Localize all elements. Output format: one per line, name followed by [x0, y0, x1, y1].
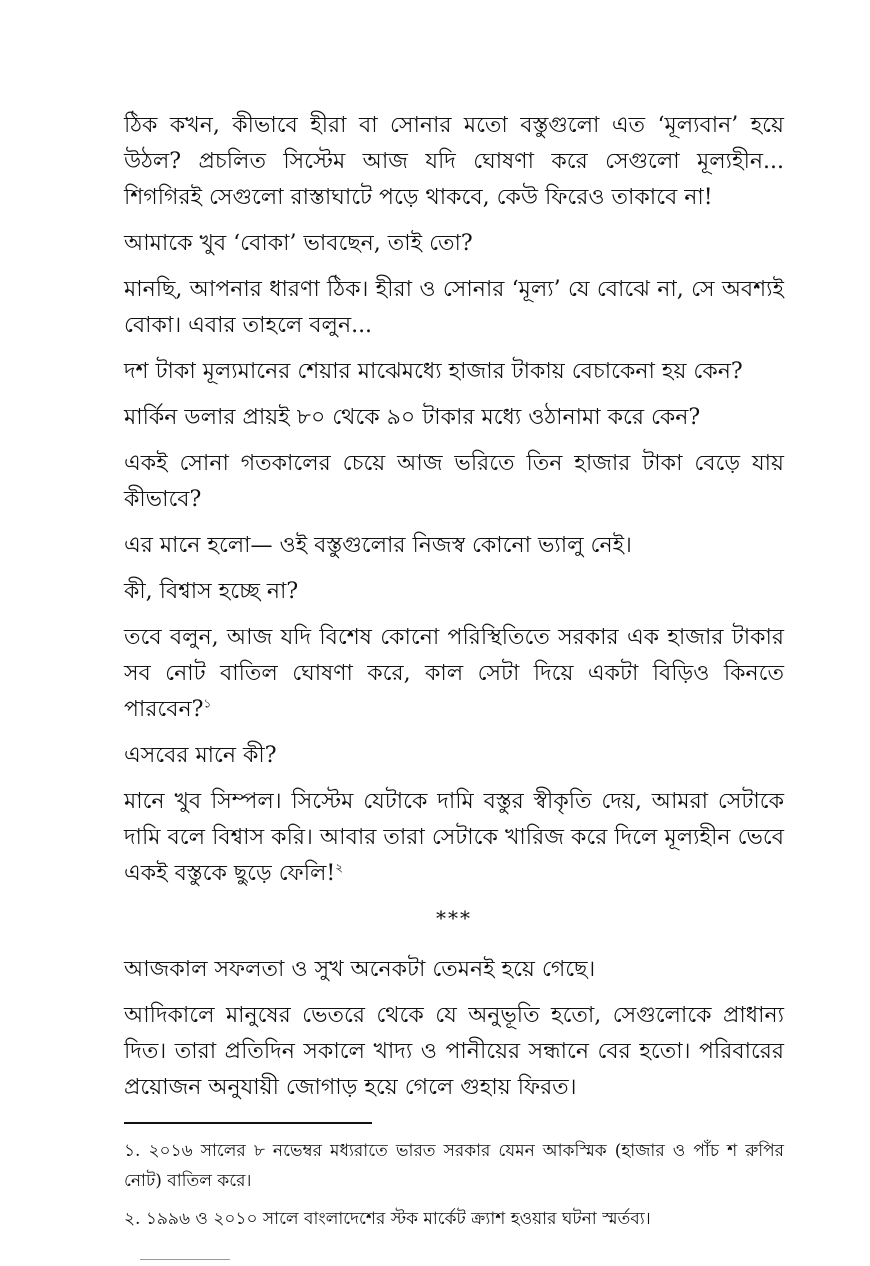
paragraph-gold-price: একই সোনা গতকালের চেয়ে আজ ভরিতে তিন হাজার টাকা বেড়ে যায় কীভাবে? — [124, 451, 784, 512]
footnote-ref-1[interactable]: ১ — [203, 696, 212, 711]
paragraph-agree: মানছি, আপনার ধারণা ঠিক। হীরা ও সোনার ‘মূল্য’ যে বোঝে না, সে অবশ্যই বোকা। এবার তাহলে বলুন... — [124, 277, 784, 338]
paragraph-system-text: মানে খুব সিম্পল। সিস্টেম যেটাকে দামি বস্তুর স্বীকৃতি দেয়, আমরা সেটাকে দামি বলে বিশ্বাস করি। আবার তারা সেটাকে খারিজ করে দিলে মূল্যহীন ভেবে একই বস্তুকে ছুড়ে ফেলি! — [124, 789, 784, 886]
footnote-1: ১. ২০১৬ সালের ৮ নভেম্বর মধ্যরাতে ভারত সরকার যেমন আকস্মিক (হাজার ও পাঁচ শ রুপির নোট) বাতিল করে। — [124, 1141, 784, 1191]
paragraph-share-price: দশ টাকা মূল্যমানের শেয়ার মাঝেমধ্যে হাজার টাকায় বেচাকেনা হয় কেন? — [124, 359, 743, 384]
page-content — [124, 108, 784, 1242]
section-separator: *** — [436, 906, 472, 930]
paragraph-banknote-text: তবে বলুন, আজ যদি বিশেষ কোনো পরিস্থিতিতে সরকার এক হাজার টাকার সব নোট বাতিল ঘোষণা করে, কাল সেটা দিয়ে একটা বিড়িও কিনতে পারবেন? — [124, 625, 784, 722]
paragraph-meaning-question: এসবের মানে কী? — [124, 743, 277, 768]
footnote-ref-2[interactable]: ২ — [335, 860, 344, 875]
paragraph-diamond-gold: ঠিক কখন, কীভাবে হীরা বা সোনার মতো বস্তুগুলো এত ‘মূল্যবান’ হয়ে উঠল? প্রচলিত সিস্টেম আজ যদি ঘোষণা করে সেগুলো মূল্যহীন... শিগগিরই সেগুলো রাস্তাঘাটে পড়ে থাকবে, কেউ ফিরেও তাকাবে না! — [124, 113, 784, 210]
paragraph-believe: কী, বিশ্বাস হচ্ছে না? — [124, 579, 299, 604]
paragraph-dollar: মার্কিন ডলার প্রায়ই ৮০ থেকে ৯০ টাকার মধ্যে ওঠানামা করে কেন? — [124, 405, 701, 430]
paragraph-success: আজকাল সফলতা ও সুখ অনেকটা তেমনই হয়ে গেছে। — [124, 957, 596, 982]
footnote-divider — [124, 1122, 372, 1124]
paragraph-fool: আমাকে খুব ‘বোকা’ ভাবছেন, তাই তো? — [124, 231, 473, 256]
footnote-2: ২. ১৯৯৬ ও ২০১০ সালে বাংলাদেশের স্টক মার্কেট ক্র্যাশ হওয়ার ঘটনা স্মর্তব্য। — [124, 1209, 651, 1229]
page-edge-mark — [140, 1259, 230, 1266]
paragraph-banknote — [124, 620, 784, 728]
paragraph-no-value: এর মানে হলো— ওই বস্তুগুলোর নিজস্ব কোনো ভ্যালু নেই। — [124, 533, 632, 558]
paragraph-ancient: আদিকালে মানুষের ভেতরে থেকে যে অনুভূতি হতো, সেগুলোকে প্রাধান্য দিত। তারা প্রতিদিন সকালে খাদ্য ও পানীয়ের সন্ধানে বের হতো। পরিবারের প্রয়োজন অনুযায়ী জোগাড় হয়ে গেলে গুহায় ফিরত। — [124, 1003, 784, 1100]
paragraph-system — [124, 784, 784, 892]
